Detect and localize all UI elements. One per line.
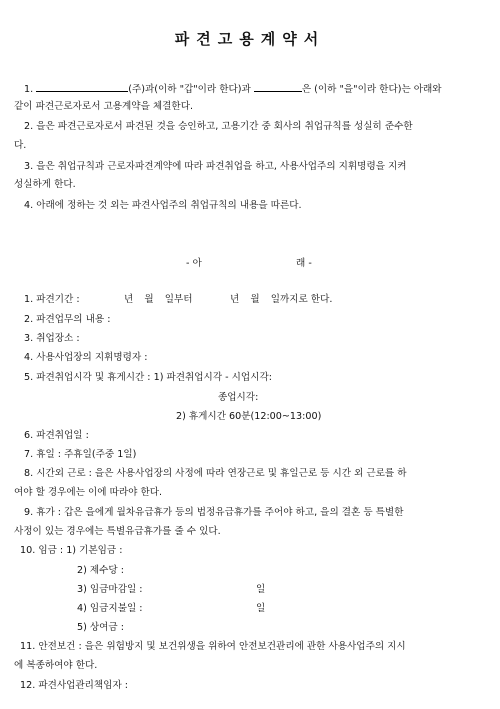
item-12-label: 파견사업관리책임자 : <box>38 680 129 691</box>
clause-4-text: 아래에 정하는 것 외는 파견사업주의 취업규칙의 내용을 따른다. <box>36 200 302 211</box>
item-1-label: 파견기간 : <box>36 294 80 305</box>
start-month-unit: 월 <box>144 294 154 305</box>
employer-name-blank <box>36 82 128 92</box>
clause-1-text-b: 은 (이하 "을"이라 한다)는 아래와 <box>301 84 442 95</box>
item-11-cont: 에 복종하여야 한다. <box>14 660 98 671</box>
clause-1-text-a: (주)과(이하 "갑"이라 한다)과 <box>128 84 251 95</box>
item-8-cont: 여야 할 경우에는 이에 따라야 한다. <box>14 487 163 498</box>
document-title: 파견고용계약서 <box>174 30 326 48</box>
item-1-dates <box>124 292 193 308</box>
item-5 <box>24 370 272 386</box>
item-11-text: 안전보건 : 을은 위험방지 및 보건위생을 위하여 안전보건관리에 관한 사용사업주의 지시 <box>38 641 406 652</box>
item-5-end-time: 종업시각: <box>218 392 259 403</box>
item-3-number: 3. <box>24 333 34 344</box>
section-heading-left: - 아 <box>186 258 202 269</box>
item-1-number: 1. <box>24 294 34 305</box>
clause-3-cont: 성실하게 한다. <box>14 179 76 190</box>
clause-1 <box>24 82 442 98</box>
start-year-unit: 년 <box>124 294 134 305</box>
section-heading-right: 래 - <box>296 258 312 269</box>
item-3-label: 취업장소 : <box>36 333 80 344</box>
item-9-cont: 사정이 있는 경우에는 특별유급휴가를 줄 수 있다. <box>14 526 221 537</box>
employee-name-blank <box>254 82 302 92</box>
item-6-label: 파견취업일 : <box>36 430 89 441</box>
item-12 <box>20 678 128 694</box>
item-10-closing-day: 3) 임금마감일 : <box>77 584 143 595</box>
clause-2-number: 2. <box>24 121 34 132</box>
item-9 <box>24 505 403 521</box>
item-10-bonus: 5) 상여금 : <box>77 622 124 633</box>
item-5-rest-time: 2) 휴게시간 60분(12:00~13:00) <box>176 411 322 422</box>
clause-2 <box>24 119 413 135</box>
item-4-number: 4. <box>24 352 34 363</box>
clause-3-text: 을은 취업규칙과 근로자파견계약에 따라 파견취업을 하고, 사용사업주의 지휘명령을 지켜 <box>36 161 407 172</box>
item-4-label: 사용사업장의 지휘명령자 : <box>36 352 148 363</box>
item-9-text: 휴가 : 갑은 을에게 월차유급휴가 등의 법정유급휴가를 주어야 하고, 을의 결혼 등 특별한 <box>36 507 404 518</box>
item-2-number: 2. <box>24 314 34 325</box>
item-8-text: 시간외 근로 : 을은 사용사업장의 사정에 따라 연장근로 및 휴일근로 등 시간 외 근로를 하 <box>36 468 407 479</box>
clause-2-cont: 다. <box>14 140 27 151</box>
item-10-pay-day: 4) 임금지불일 : <box>77 603 143 614</box>
item-2 <box>24 312 110 328</box>
item-10-allowance: 2) 제수당 : <box>77 565 124 576</box>
item-2-label: 파견업무의 내용 : <box>36 314 111 325</box>
item-8-number: 8. <box>24 468 34 479</box>
item-11-number: 11. <box>20 641 36 652</box>
item-6 <box>24 428 89 444</box>
item-8 <box>24 466 407 482</box>
end-month-unit: 월 <box>250 294 260 305</box>
item-9-number: 9. <box>24 507 34 518</box>
item-7-label: 휴일 : 주휴일(주중 1일) <box>36 449 137 460</box>
start-day-unit: 일부터 <box>164 294 193 305</box>
clause-1-cont: 같이 파견근로자로서 고용계약을 체결한다. <box>14 101 194 112</box>
item-1 <box>24 292 80 308</box>
clause-3 <box>24 159 407 175</box>
item-10-pay-day-unit: 일 <box>256 603 266 614</box>
clause-2-text: 을은 파견근로자로서 파견된 것을 승인하고, 고용기간 중 회사의 취업규칙를 성실히 준수한 <box>36 121 413 132</box>
item-10-label: 임금 : 1) 기본임금 : <box>38 545 123 556</box>
item-4 <box>24 350 148 366</box>
item-10-closing-day-unit: 일 <box>256 584 266 595</box>
item-10 <box>20 543 122 559</box>
clause-4-number: 4. <box>24 200 34 211</box>
item-11 <box>20 639 406 655</box>
item-5-number: 5. <box>24 372 34 383</box>
item-5-label: 파견취업시각 및 휴게시간 : 1) 파견취업시각 - 시업시각: <box>36 372 272 383</box>
item-12-number: 12. <box>20 680 36 691</box>
item-1-dates-end <box>230 292 332 308</box>
clause-1-number: 1. <box>24 84 34 95</box>
item-7 <box>24 447 136 463</box>
item-3 <box>24 331 80 347</box>
end-day-unit: 일까지로 한다. <box>270 294 333 305</box>
clause-4 <box>24 198 302 214</box>
item-10-number: 10. <box>20 545 36 556</box>
end-year-unit: 년 <box>230 294 240 305</box>
clause-3-number: 3. <box>24 161 34 172</box>
item-6-number: 6. <box>24 430 34 441</box>
item-7-number: 7. <box>24 449 34 460</box>
